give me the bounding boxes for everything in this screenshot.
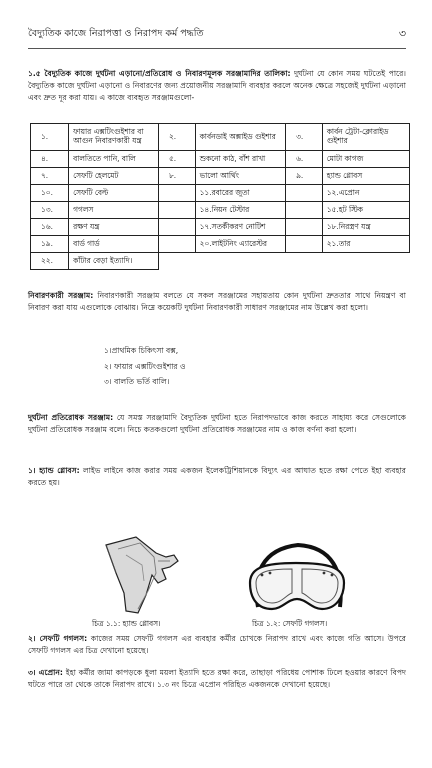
table-row — [31, 151, 410, 168]
table-cell-number: ২. — [158, 124, 195, 151]
table-cell-text: বালতিতে পানি, বালি — [69, 151, 159, 168]
table-cell-number: ৫. — [158, 151, 195, 168]
table-cell-number: ১৯. — [31, 236, 69, 253]
safety-goggles-figure — [240, 515, 355, 615]
table-cell-number: ১৩. — [31, 202, 69, 219]
table-cell-number — [158, 202, 195, 219]
header-title: বৈদ্যুতিক কাজে নিরাপত্তা ও নিরাপদ কর্ম পদ্ধতি — [28, 28, 204, 40]
extinguisher-list — [104, 343, 186, 390]
safety-goggles-heading: ২। সেফটি গগলস: — [28, 634, 88, 643]
table-cell-number: ৬. — [286, 151, 323, 168]
section-1-5-heading: ১.৫ বৈদ্যুতিক কাজে দুর্ঘটনা এড়ানো/প্রতিরোধ ও নিবারণমূলক সরঞ্জামাদির তালিকা: — [28, 69, 291, 78]
table-row — [31, 202, 410, 219]
hand-gloves-icon — [96, 515, 191, 615]
table-cell-text: ১৫.হট স্টিক — [322, 202, 409, 219]
section-1-5-paragraph — [28, 68, 406, 103]
table-cell-number: ২২. — [31, 253, 69, 270]
figure-2-caption: চিত্র ১.২: সেফটি গগলস। — [252, 619, 328, 628]
extinguisher-paragraph — [28, 290, 406, 314]
table-row — [31, 253, 410, 270]
extinguisher-text: নিবারণকারী সরঞ্জাম বলতে যে সকল সরঞ্জামের সহায়তায় কোন দুর্ঘটনা দ্রুততার সাথে নিয়ন্ত্রণ বা নিবারণ করা যায় এগুলোকে বোঝায়। নিম্নে কয়েকটি দুর্ঘটনা নিবারণকারী সাধারণ সরঞ্জামের নাম উল্লেখ করা হলো। — [28, 291, 406, 312]
header-rule — [28, 48, 406, 49]
table-cell-number: ৯. — [286, 168, 323, 185]
table-cell-number — [286, 236, 323, 253]
table-cell-text: কার্বন ট্রেটা-ক্লোরাইড গুইশার — [322, 124, 409, 151]
table-cell-number: ১৬. — [31, 219, 69, 236]
table-row — [31, 219, 410, 236]
safety-goggles-paragraph — [28, 633, 406, 657]
apron-paragraph — [28, 667, 406, 691]
table-row — [31, 185, 410, 202]
table-cell-number: ৭. — [31, 168, 69, 185]
prevention-paragraph — [28, 412, 406, 436]
table-cell-text: বার্ড গার্ড — [69, 236, 159, 253]
table-cell-number — [158, 219, 195, 236]
table-row — [31, 168, 410, 185]
list-item: ১।প্রাথমিক চিকিৎসা বক্স, — [104, 346, 179, 355]
list-item: ৩। বালতি ভর্তি বালি। — [104, 377, 170, 387]
equipment-table — [30, 123, 410, 270]
prevention-text: যে সমস্ত সরঞ্জামাদি বৈদ্যুতিক দুর্ঘটনা হতে নিরাপদভাবে কাজ করতে সাহায্য করে সেগুলোকে দুর্ঘটনা প্রতিরোধক সরঞ্জাম বলে। নিচে কতকগুলো দুর্ঘটনা প্রতিরোধক সরঞ্জামের নাম ও কাজ বর্ণনা করা হলো। — [28, 413, 406, 434]
section-1-5-text: দুর্ঘটনা যে কোন সময় ঘটতেই পারে। বৈদ্যুতিক কাজে দুর্ঘটনা এড়ানো ও নিবারণের জন্য প্রয়োজনীয় সরঞ্জামাদি ব্যবহার করলে অনেক ক্ষেত্রে সহজেই দুর্ঘটনা এড়ানো এবং দ্রুত দূর করা যায়। এ কাজে ব্যবহৃত সরঞ্জামগুলো- — [28, 69, 407, 102]
prevention-heading: দুর্ঘটনা প্রতিরোধক সরঞ্জাম: — [28, 413, 114, 422]
table-cell-text: ১৮.নিরস্ত্রণ যন্ত্র — [322, 219, 409, 236]
list-item: ২। ফায়ার এক্সটিংগুইশার ও — [104, 361, 186, 371]
figure-1-caption: চিত্র ১.১: হ্যান্ড গ্লোবস। — [92, 619, 161, 628]
table-cell-text: মোটা কাগজ — [322, 151, 409, 168]
table-cell-number — [286, 202, 323, 219]
page-header — [28, 8, 406, 42]
safety-goggles-icon — [240, 515, 355, 615]
extinguisher-heading: নিবারণকারী সরঞ্জাম: — [28, 291, 94, 300]
table-cell-text: হ্যান্ড গ্লোবস — [322, 168, 409, 185]
table-cell-text: সেফটি বেল্ট — [69, 185, 159, 202]
apron-heading: ৩। এপ্রোন: — [28, 668, 63, 677]
hand-gloves-text: লাইভ লাইনে কাজ করার সময় একজন ইলেকট্রিশিয়ানকে বিদ্যুৎ এর আঘাত হতে রক্ষা পেতে ইহা ব্যবহার করতে হয়। — [28, 466, 406, 487]
table-cell-text: ১৪.নিয়ন টেস্টার — [195, 202, 285, 219]
table-row — [31, 124, 410, 151]
table-cell-number — [286, 185, 323, 202]
table-cell-text: ভালো আর্থিং — [195, 168, 285, 185]
table-cell-number: ১০. — [31, 185, 69, 202]
table-cell-text: ১১.রবারের জুতা — [195, 185, 285, 202]
apron-text: ইহা কর্মীর জামা কাপড়কে ধুলা ময়লা ইত্যাদি হতে রক্ষা করে, তাছাড়া পরিধেয় পোশাক ঢিলে হওয়ার কারণে বিপদ ঘটতে পারে তা থেকে তাকে নিরাপদ রাখে। ১.৩ নং চিত্রে এপ্রোন পরিহিত একজনকে দেখানো হয়েছে। — [28, 668, 406, 689]
table-cell-text: শুকনো কাঠ, বাঁশ রাখা — [195, 151, 285, 168]
hand-gloves-figure — [96, 515, 191, 615]
table-cell-text: রক্ষণ যন্ত্র — [69, 219, 159, 236]
table-cell-text: ফায়ার এক্সটিংগুইশার বা আগুন নিবারণকারী যন্ত্র — [69, 124, 159, 151]
page-number: ৩ — [398, 26, 406, 40]
safety-goggles-text: কাজের সময় সেফটি গগলস এর ব্যবহার কর্মীর চোখকে নিরাপদ রাখে এবং কাজে গতি আসে। উপরে সেফটি গগলস এর চিত্র দেখানো হয়েছে। — [28, 634, 406, 655]
table-cell-text: কার্বনডাই অক্সাইড গুইশার — [195, 124, 285, 151]
table-cell-number — [158, 236, 195, 253]
table-cell-number: ৮. — [158, 168, 195, 185]
table-cell-text: কাঁটার বেড়া ইত্যাদি। — [69, 253, 159, 270]
table-cell-text: ১৭.সতর্কীকরণ নোটিশ — [195, 219, 285, 236]
table-cell-text: গগলস — [69, 202, 159, 219]
table-cell-number — [158, 185, 195, 202]
table-cell-text: ২১.তার — [322, 236, 409, 253]
hand-gloves-paragraph — [28, 465, 406, 489]
table-cell-text: ২০.লাইটনিং এ্যারেস্টর — [195, 236, 285, 253]
table-row — [31, 236, 410, 253]
table-cell-number: ৩. — [286, 124, 323, 151]
table-cell-number: ১. — [31, 124, 69, 151]
hand-gloves-heading: ১। হ্যান্ড গ্লোবস: — [28, 466, 80, 475]
table-cell-text: সেফটি হেলমেট — [69, 168, 159, 185]
table-cell-text: ১২.এপ্রোন — [322, 185, 409, 202]
table-cell-number — [286, 219, 323, 236]
table-cell-number: ৪. — [31, 151, 69, 168]
